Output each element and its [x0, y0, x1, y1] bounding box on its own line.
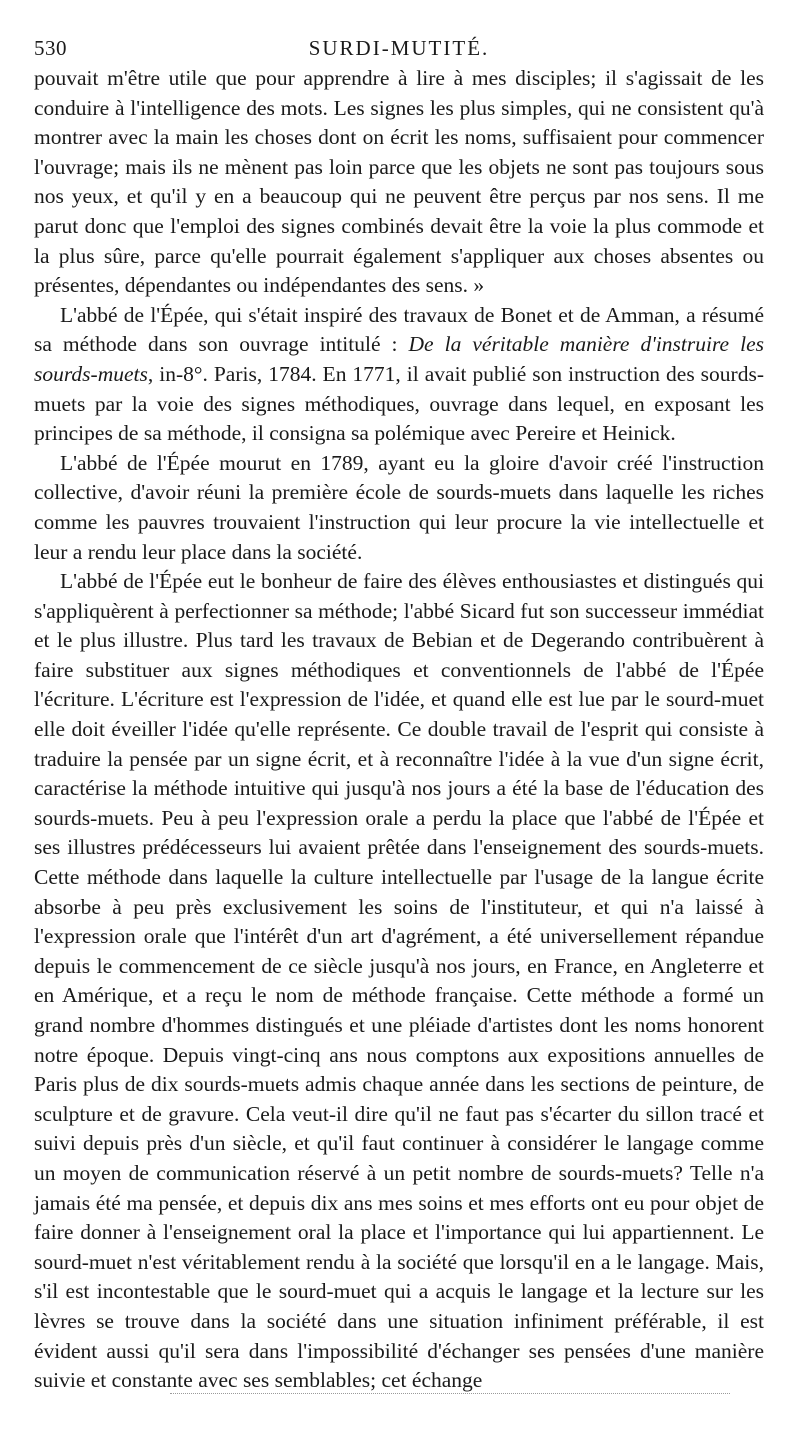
- book-title: De la véritable manière d'instruire les sourds-muets: [34, 332, 764, 386]
- paragraph-abbe-method: [34, 301, 764, 449]
- paragraph-abbe-death: L'abbé de l'Épée mourut en 1789, ayant eu la gloire d'avoir créé l'instruction collective, d'avoir réuni la première école de sourds-muets dans laquelle les riches comme les pauvres trouvaient l'instruction qui leur procure la vie intellectuelle et leur a rendu leur place dans la société.: [34, 450, 764, 564]
- paragraph-text: , in-8°. Paris, 1784. En 1771, il avait publié son instruction des sourds-muets par la voie des signes méthodiques, ouvrage dans lequel, en exposant les principes de sa méthode, il consigna sa polémique avec Pereire et Heinick.: [34, 361, 764, 446]
- paragraph-text: L'abbé de l'Épée, qui s'était inspiré des travaux de Bonet et de Amman, a résumé sa méthode dans son ouvrage intitulé :: [34, 302, 764, 357]
- paragraph-successors: L'abbé de l'Épée eut le bonheur de faire des élèves enthousiastes et distingués qui s'appliquèrent à perfectionner sa méthode; l'abbé Sicard fut son successeur immédiat et le plus illustre. Plus tard les travaux de Bebian et de Degerando contribuèrent à faire substituer aux signes méthodiques et conventionnels de l'abbé de l'Épée l'écriture. L'écriture est l'expression de l'idée, et quand elle est lue par le sourd-muet elle doit éveiller l'idée qu'elle représente. Ce double travail de l'esprit qui consiste à traduire la pensée par un signe écrit, et à reconnaître l'idée à la vue d'un signe écrit, caractérise la méthode intuitive qui jusqu'à nos jours a été la base de l'éducation des sourds-muets. Peu à peu l'expression orale a perdu la place que l'abbé de l'Épée et ses illustres prédécesseurs lui avaient prêtée dans l'enseignement des sourds-muets. Cette méthode dans laquelle la culture intellectuelle par l'usage de la langue écrite absorbe à peu près exclusivement les soins de l'instituteur, et qui n'a laissé à l'expression orale que l'intérêt d'un art d'agrément, a été universellement répandue depuis le commencement de ce siècle jusqu'à nos jours, en France, en Angleterre et en Amérique, et a reçu le nom de méthode française. Cette méthode a formé un grand nombre d'hommes distingués et une pléiade d'artistes dont les noms honorent notre époque. Depuis vingt-cinq ans nous comptons aux expositions annuelles de Paris plus de dix sourds-muets admis chaque année dans les sections de peinture, de sculpture et de gravure. Cela veut-il dire qu'il ne faut pas s'écarter du sillon tracé et suivi depuis près d'un siècle, et qu'il faut continuer à considérer le langage comme un moyen de communication réservé à un petit nombre de sourds-muets? Telle n'a jamais été ma pensée, et depuis dix ans mes soins et mes efforts ont eu pour objet de faire donner à l'enseignement oral la place et l'importance qui lui appartiennent. Le sourd-muet n'est véritablement rendu à la société que lorsqu'il en a le langage. Mais, s'il est incontestable que le sourd-muet qui a acquis le langage et la lecture sur les lèvres se trouve dans la société dans une situation infiniment préférable, il est évident aussi qu'il sera dans l'impossibilité d'échanger ses pensées d'une manière suivie et constante avec ses semblables; cet échange: [34, 569, 764, 1393]
- page-number: 530: [34, 36, 67, 60]
- paragraph-quote-end: pouvait m'être utile que pour apprendre à lire à mes disciples; il s'agissait de les conduire à l'intelligence des mots. Les signes les plus simples, qui ne consistent qu'à montrer avec la main les choses dont on écrit les noms, suffisaient pour commencer l'ouvrage; mais ils ne mènent pas loin parce que les objets ne sont pas toujours sous nos yeux, et qu'il y en a beaucoup qui ne peuvent être perçus par nos sens. Il me parut donc que l'emploi des signes combinés devait être la voie la plus commode et la plus sûre, parce qu'elle pourrait également s'appliquer aux choses absentes ou présentes, dépendantes ou indépendantes des sens. »: [34, 66, 764, 298]
- footer-rule: [170, 1393, 730, 1394]
- body-text: [34, 64, 764, 1396]
- page-header: [34, 28, 764, 64]
- running-title: SURDI-MUTITÉ.: [308, 36, 490, 60]
